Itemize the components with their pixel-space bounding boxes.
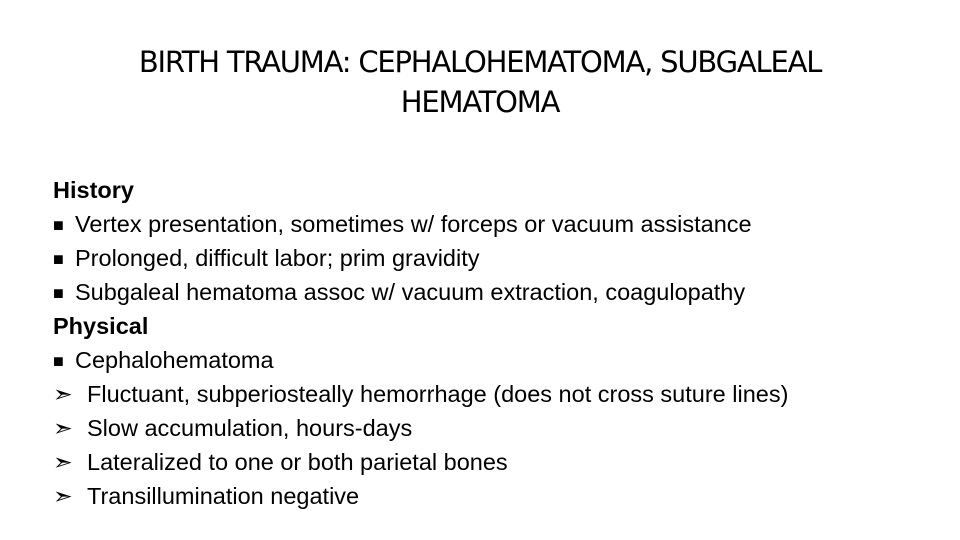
physical-subitem-text: Slow accumulation, hours-days — [87, 415, 413, 441]
physical-subitem-text: Transillumination negative — [87, 483, 360, 509]
physical-item-text: Cephalohematoma — [75, 347, 274, 373]
square-bullet-icon: ■ — [53, 351, 64, 371]
history-item — [53, 275, 943, 309]
slide-title-line-1: BIRTH TRAUMA: CEPHALOHEMATOMA, SUBGALEAL — [138, 45, 822, 79]
slide-body — [53, 173, 943, 513]
history-heading: History — [53, 177, 134, 203]
physical-item — [53, 343, 943, 377]
slide-title — [80, 42, 880, 122]
history-item-text: Vertex presentation, sometimes w/ forceps or vacuum assistance — [75, 211, 752, 237]
slide-title-line-2: HEMATOMA — [400, 85, 560, 119]
history-item-text: Prolonged, difficult labor; prim gravidity — [75, 245, 480, 271]
arrow-bullet-icon: ➣ — [53, 483, 73, 509]
arrow-bullet-icon: ➣ — [53, 415, 73, 441]
physical-subitem — [53, 479, 943, 513]
arrow-bullet-icon: ➣ — [53, 381, 73, 407]
physical-subitem — [53, 377, 943, 411]
physical-subitem — [53, 411, 943, 445]
square-bullet-icon: ■ — [53, 215, 64, 235]
physical-heading: Physical — [53, 313, 149, 339]
arrow-bullet-icon: ➣ — [53, 449, 73, 475]
physical-subitem — [53, 445, 943, 479]
history-item — [53, 207, 943, 241]
history-item-text: Subgaleal hematoma assoc w/ vacuum extraction, coagulopathy — [75, 279, 746, 305]
physical-subitem-text: Lateralized to one or both parietal bones — [87, 449, 508, 475]
square-bullet-icon: ■ — [53, 249, 64, 269]
history-item — [53, 241, 943, 275]
physical-subitem-text: Fluctuant, subperiosteally hemorrhage (does not cross suture lines) — [87, 381, 789, 407]
square-bullet-icon: ■ — [53, 283, 64, 303]
